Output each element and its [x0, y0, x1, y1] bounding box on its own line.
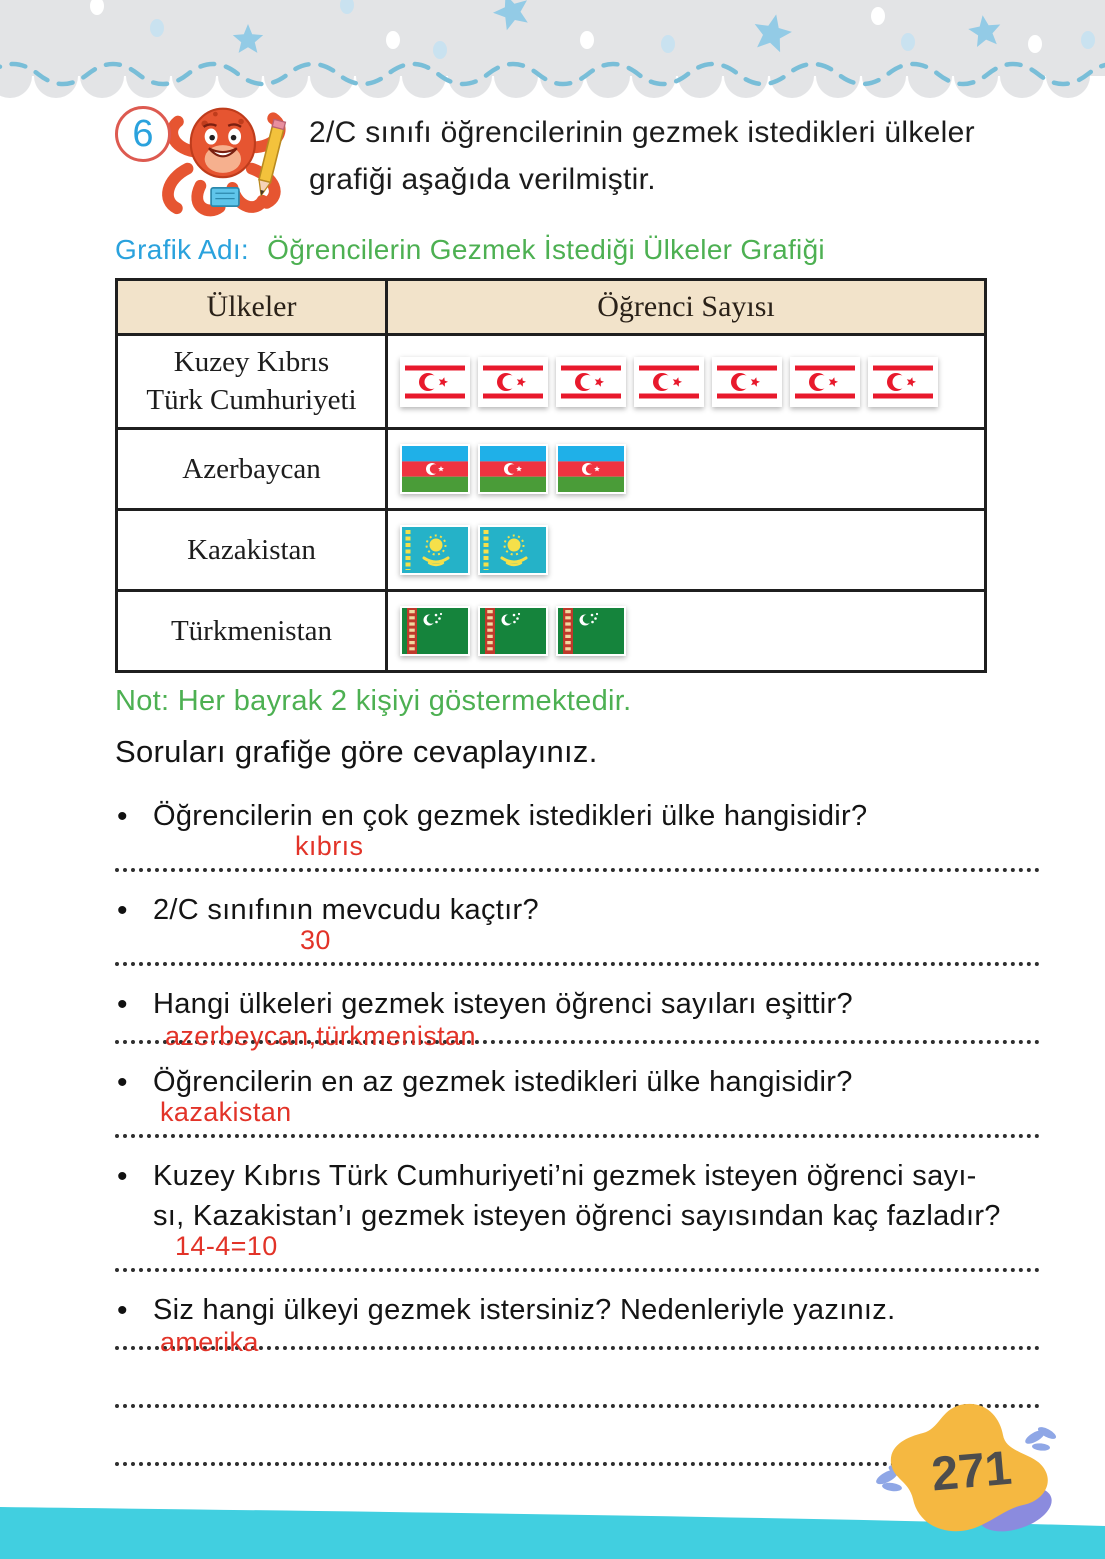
question-number: 6: [132, 113, 154, 155]
question-text: Öğrencilerin en çok gezmek istedikleri ülke hangisidir?: [153, 800, 868, 833]
kazakhstan-flag: [478, 525, 548, 575]
dot-decoration: [871, 7, 885, 25]
question-item: [115, 796, 1040, 872]
graph-name-label: Grafik Adı:: [115, 234, 250, 265]
octopus-mascot: [155, 98, 295, 220]
flag-value-note: Not: Her bayrak 2 kişiyi göstermektedir.: [115, 685, 632, 718]
kazakhstan-flag: [400, 525, 470, 575]
handwritten-answer: 14-4=10: [175, 1231, 278, 1262]
azerbaijan-flag-icon: [480, 446, 546, 492]
question-list: [115, 796, 1040, 1466]
top-decoration-band: [0, 0, 1105, 102]
trnc-flag-icon: [792, 359, 858, 405]
turkmenistan-flag-icon: [558, 608, 624, 654]
trnc-flag: [400, 357, 470, 407]
column-header-student-count: Öğrenci Sayısı: [597, 290, 775, 323]
answer-zone: [153, 831, 1040, 868]
flag-count-cell: [388, 336, 984, 427]
answer-zone: [153, 1097, 1040, 1134]
dotted-answer-line: [115, 1134, 1040, 1138]
table-row: [118, 336, 984, 430]
question-text: Hangi ülkeleri gezmek isteyen öğrenci sayıları eşittir?: [153, 988, 853, 1021]
handwritten-answer: amerika: [160, 1327, 259, 1358]
question-item: [115, 984, 1040, 1052]
kazakhstan-flag-icon: [480, 527, 546, 573]
bullet-icon: •: [117, 894, 128, 928]
azerbaijan-flag: [478, 444, 548, 494]
column-header-countries: Ülkeler: [118, 281, 388, 333]
table-row: [118, 511, 984, 592]
trnc-flag-icon: [636, 359, 702, 405]
page-number-blob: [865, 1401, 1079, 1543]
question-item: [115, 1156, 1040, 1272]
answer-instruction: Soruları grafiğe göre cevaplayınız.: [115, 734, 598, 770]
dotted-answer-line: [115, 962, 1040, 966]
dot-decoration: [580, 31, 594, 49]
bullet-icon: •: [117, 1066, 128, 1100]
bullet-icon: •: [117, 1160, 128, 1194]
question-text: Kuzey Kıbrıs Türk Cumhuriyeti’ni gezmek isteyen öğrenci sayı-: [153, 1160, 977, 1193]
trnc-flag: [790, 357, 860, 407]
pictograph-table: [115, 278, 987, 673]
country-name: Azerbaycan: [182, 452, 321, 485]
bullet-icon: •: [117, 800, 128, 834]
turkmenistan-flag-icon: [480, 608, 546, 654]
dot-decoration: [1081, 31, 1095, 49]
trnc-flag: [478, 357, 548, 407]
country-name: Kuzey Kıbrıs: [173, 346, 330, 378]
answer-zone: [153, 1021, 1040, 1052]
bullet-icon: •: [117, 1294, 128, 1328]
exercise-intro: [309, 100, 975, 203]
book-icon: [211, 188, 239, 206]
trnc-flag-icon: [714, 359, 780, 405]
dotted-answer-line: [115, 868, 1040, 872]
bullet-icon: •: [117, 988, 128, 1022]
question-text: sı, Kazakistan’ı gezmek isteyen öğrenci sayısından kaç fazladır?: [153, 1200, 1001, 1233]
handwritten-answer: kazakistan: [160, 1097, 292, 1128]
dot-decoration: [150, 19, 164, 37]
trnc-flag-icon: [558, 359, 624, 405]
trnc-flag: [868, 357, 938, 407]
table-row: [118, 592, 984, 670]
flag-count-cell: [388, 430, 984, 508]
flag-count-cell: [388, 592, 984, 670]
country-name: Türkmenistan: [170, 614, 333, 647]
handwritten-answer: azerbeycan,türkmenistan: [165, 1021, 476, 1052]
country-name: Türk Cumhuriyeti: [146, 383, 357, 416]
handwritten-answer: kıbrıs: [295, 831, 364, 862]
table-header-row: [118, 281, 984, 336]
dotted-answer-line: [115, 1268, 1040, 1272]
content-area: [0, 96, 1105, 1466]
question-text: 2/C sınıfının mevcudu kaçtır?: [153, 894, 539, 927]
trnc-flag: [634, 357, 704, 407]
exercise-header: [115, 100, 1105, 220]
answer-zone: [153, 925, 1040, 962]
azerbaijan-flag: [556, 444, 626, 494]
trnc-flag-icon: [870, 359, 936, 405]
dot-decoration: [433, 41, 447, 59]
intro-line-2: grafiği aşağıda verilmiştir.: [309, 162, 656, 196]
turkmenistan-flag: [556, 606, 626, 656]
question-text: Öğrencilerin en az gezmek istedikleri ülke hangisidir?: [153, 1066, 853, 1099]
trnc-flag-icon: [480, 359, 546, 405]
page-number: 271: [929, 1441, 1014, 1502]
question-number-badge: [115, 106, 171, 162]
azerbaijan-flag: [400, 444, 470, 494]
dot-decoration: [386, 31, 400, 49]
turkmenistan-flag: [478, 606, 548, 656]
azerbaijan-flag-icon: [402, 446, 468, 492]
leaf-icon: [1023, 1425, 1057, 1452]
country-cell: [118, 430, 388, 508]
graph-name-line: [115, 234, 1105, 266]
octopus-icon: [155, 98, 295, 220]
turkmenistan-flag-icon: [402, 608, 468, 654]
question-item: [115, 890, 1040, 966]
intro-line-1: 2/C sınıfı öğrencilerinin gezmek istedikleri ülkeler: [309, 116, 975, 149]
trnc-flag: [556, 357, 626, 407]
trnc-flag-icon: [402, 359, 468, 405]
handwritten-answer: 30: [300, 925, 331, 956]
flag-count-cell: [388, 511, 984, 589]
country-cell: [118, 592, 388, 670]
answer-zone: [153, 1327, 1040, 1358]
dot-decoration: [661, 35, 675, 53]
azerbaijan-flag-icon: [558, 446, 624, 492]
country-cell: [118, 336, 388, 427]
dot-decoration: [1028, 35, 1042, 53]
table-row: [118, 430, 984, 511]
turkmenistan-flag: [400, 606, 470, 656]
kazakhstan-flag-icon: [402, 527, 468, 573]
answer-zone: [153, 1231, 1040, 1268]
country-name: Kazakistan: [187, 533, 316, 566]
graph-title: Öğrencilerin Gezmek İstediği Ülkeler Grafiği: [267, 234, 825, 265]
country-cell: [118, 511, 388, 589]
question-item: [115, 1062, 1040, 1138]
trnc-flag: [712, 357, 782, 407]
dot-decoration: [901, 33, 915, 51]
question-text: Siz hangi ülkeyi gezmek istersiniz? Nedenleriyle yazınız.: [153, 1294, 896, 1327]
